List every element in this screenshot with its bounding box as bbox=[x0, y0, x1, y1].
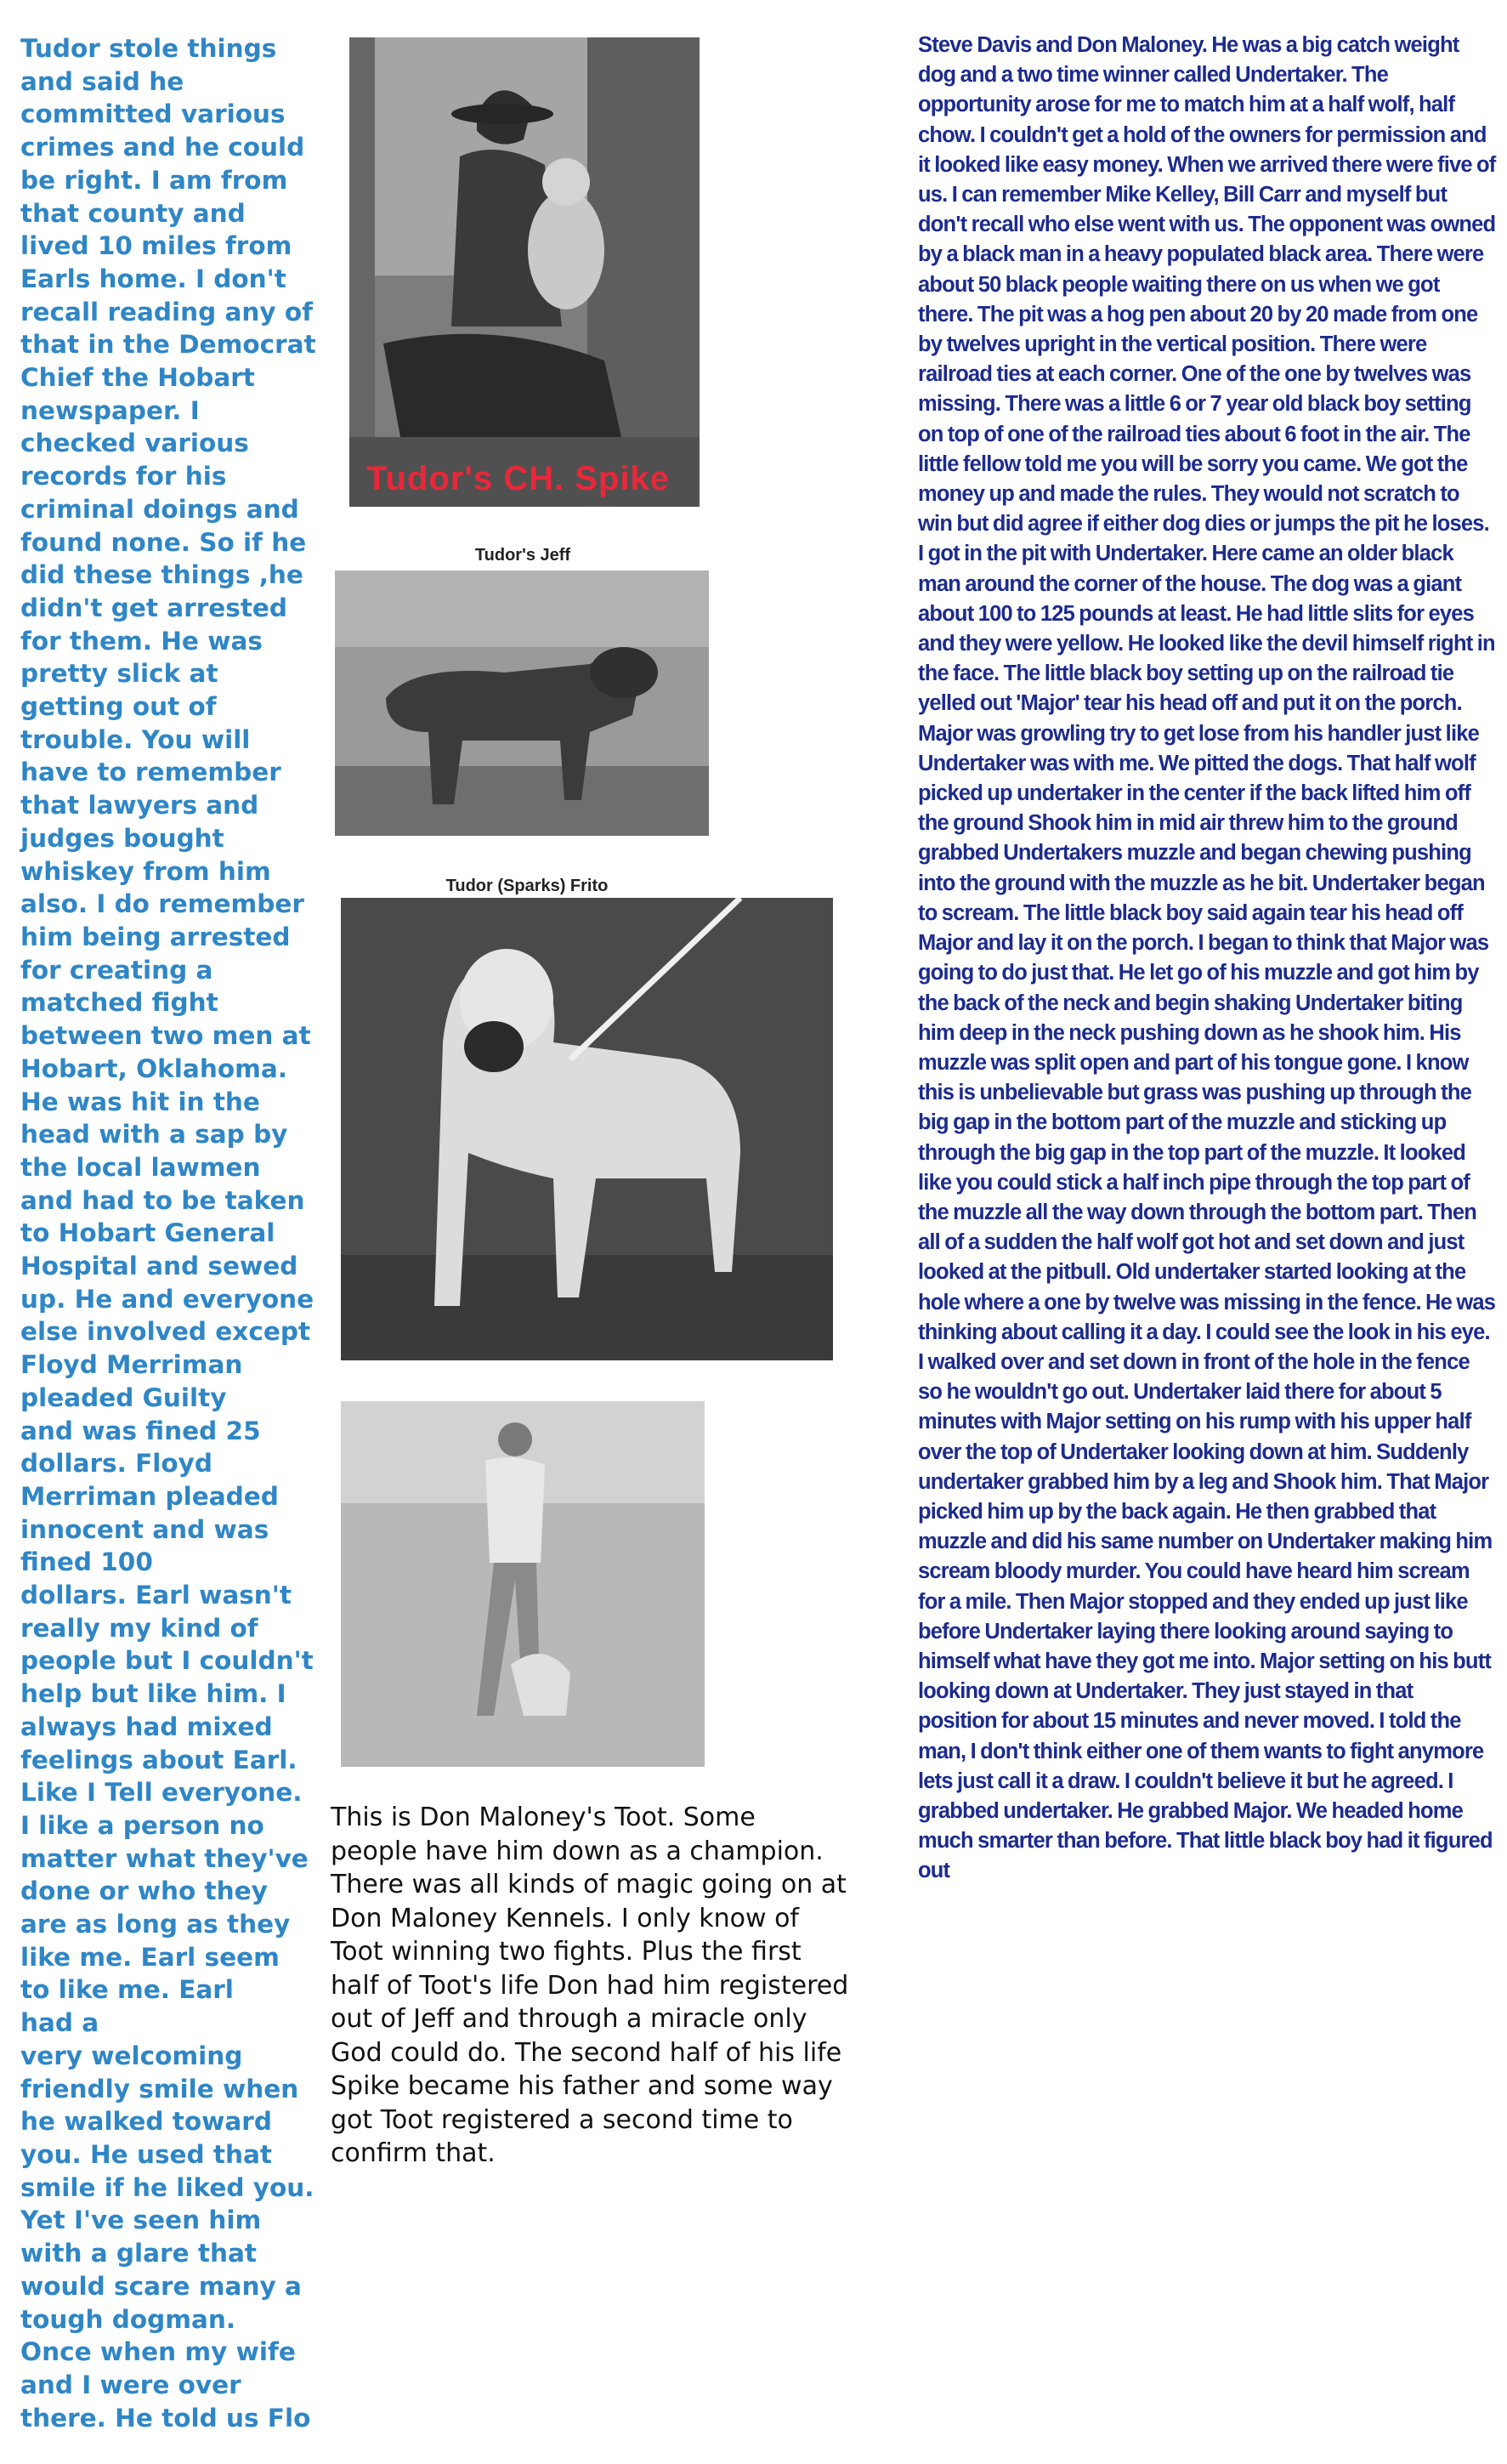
jeff-photo bbox=[335, 571, 709, 836]
toot-image bbox=[341, 1401, 705, 1767]
spike-label: Tudor's CH. Spike bbox=[366, 460, 670, 497]
jeff-caption: Tudor's Jeff bbox=[474, 546, 571, 565]
jeff-image bbox=[335, 571, 709, 836]
toot-photo bbox=[341, 1401, 705, 1767]
toot-caption: This is Don Maloney's Toot. Some people have him down as a champion. There was all kinds of magic going on at Don Maloney Kennels. I only know of Toot winning two fights. Plus the first half of Toot's life Don had him registered out of Jeff and through a miracle only God could do. The second half of his life Spike became his father and some way got Toot registered a second time to confirm that. bbox=[331, 1803, 849, 2168]
frito-photo bbox=[341, 898, 833, 1360]
spike-image bbox=[349, 37, 700, 507]
right-column-text: Steve Davis and Don Maloney. He was a big catch weight dog and a two time winner called Undertaker. The opportunity arose for me to match him at a half wolf, half chow. I couldn't get a hold of the owners for permission and it looked like easy money. When we arrived there were five of us. I can remember Mike Kelley, Bill Carr and myself but don't recall who else went with us. The opponent was owned by a black man in a heavy populated black area. There were about 50 black people waiting there on us when we got there. The pit was a hog pen about 20 by 20 made from one by twelves upright in the vertical position. There were railroad ties at each corner. One of the one by twelves was missing. There was a little 6 or 7 year old black boy setting on top of one of the railroad ties about 6 foot in the air. The little fellow told me you will be sorry you came. We got the money up and made the rules. They would not scratch to win but did agree if either dog dies or jumps the pit he loses. I got in the pit with Undertaker. Here came an older black man around the corner of the house. The dog was a giant about 100 to 125 pounds at least. He had little slits for eyes and they were yellow. He looked like the devil himself right in the face. The little black boy setting up on the railroad tie yelled out 'Major' tear his head off and put it on the porch. Major was growling try to get lose from his handler just like Undertaker was with me. We pitted the dogs. That half wolf picked up undertaker in the center if the back lifted him off the ground Shook him in mid air threw him to the ground grabbed Undertakers muzzle and began chewing pushing into the ground with the muzzle as he bit. Undertaker began to scream. The little black boy said again tear his head off Major and lay it on the porch. I began to think that Major was going to do just that. He let go of his muzzle and got him by the back of the neck and begin shaking Undertaker biting him deep in the neck pushing down as he shook him. His muzzle was split open and part of his tongue gone. I know this is unbelievable but grass was pushing up through the big gap in the bottom part of the muzzle and sticking up through the big gap in the top part of the muzzle. It looked like you could stick a half inch pipe through the top part of the muzzle all the way down through the bottom part. Then all of a sudden the half wolf got hot and set down and just looked at the pitbull. Old undertaker started looking at the hole where a one by twelve was missing in the fence. He was thinking about calling it a day. I could see the look in his eye. I walked over and set down in front of the hole in the fence so he wouldn't go out. Undertaker laid there for about 5 minutes with Major setting on his rump with his upper half over the top of Undertaker looking down at him. Suddenly undertaker grabbed him by a leg and Shook him. That Major picked him up by the back again. He then grabbed that muzzle and did his same number on Undertaker making him scream bloody murder. You could have heard him scream for a mile. Then Major stopped and they ended up just like before Undertaker laying there looking around saying to himself what have they got me into. Major setting on his butt looking down at Undertaker. They just stayed in that position for about 15 minutes and never moved. I told the man, I don't think either one of them wants to fight anymore lets just call it a draw. I couldn't believe it but he agreed. I grabbed undertaker. He grabbed Major. We headed home much smarter than before. That little black boy had it figured out bbox=[918, 33, 1496, 1883]
frito-image bbox=[341, 898, 833, 1360]
frito-caption: Tudor (Sparks) Frito bbox=[445, 877, 609, 895]
spike-photo bbox=[349, 37, 700, 507]
left-column-text: Tudor stole things and said he committed various crimes and he could be right. I am from that county and lived 10 miles from Earls home. I don't recall reading any of that in the Democrat Chief the Hobart newspaper. I checked various records for his criminal doings and found none. So if he did these things ,he didn't get arrested for them. He was pretty slick at getting out of trouble. You will have to remember that lawyers and judges bought whiskey from him also. I do remember him being arrested for creating a matched fight between two men at Hobart, Oklahoma. He was hit in the head with a sap by the local lawmen and had to be taken to Hobart General Hospital and sewed up. He and everyone else involved except Floyd Merriman pleaded Guilty and was fined 25 dollars. Floyd Merriman pleaded innocent and was fined 100 dollars. Earl wasn't really my kind of people but I couldn't help but like him. I always had mixed feelings about Earl. Like I Tell everyone. I like a person no matter what they've done or who they are as long as they like me. Earl seem to like me. Earl had a very welcoming friendly smile when he walked toward you. He used that smile if he liked you. Yet I've seen him with a glare that would scare many a tough dogman. Once when my wife and I were over there. He told us Flo bbox=[20, 34, 316, 2433]
